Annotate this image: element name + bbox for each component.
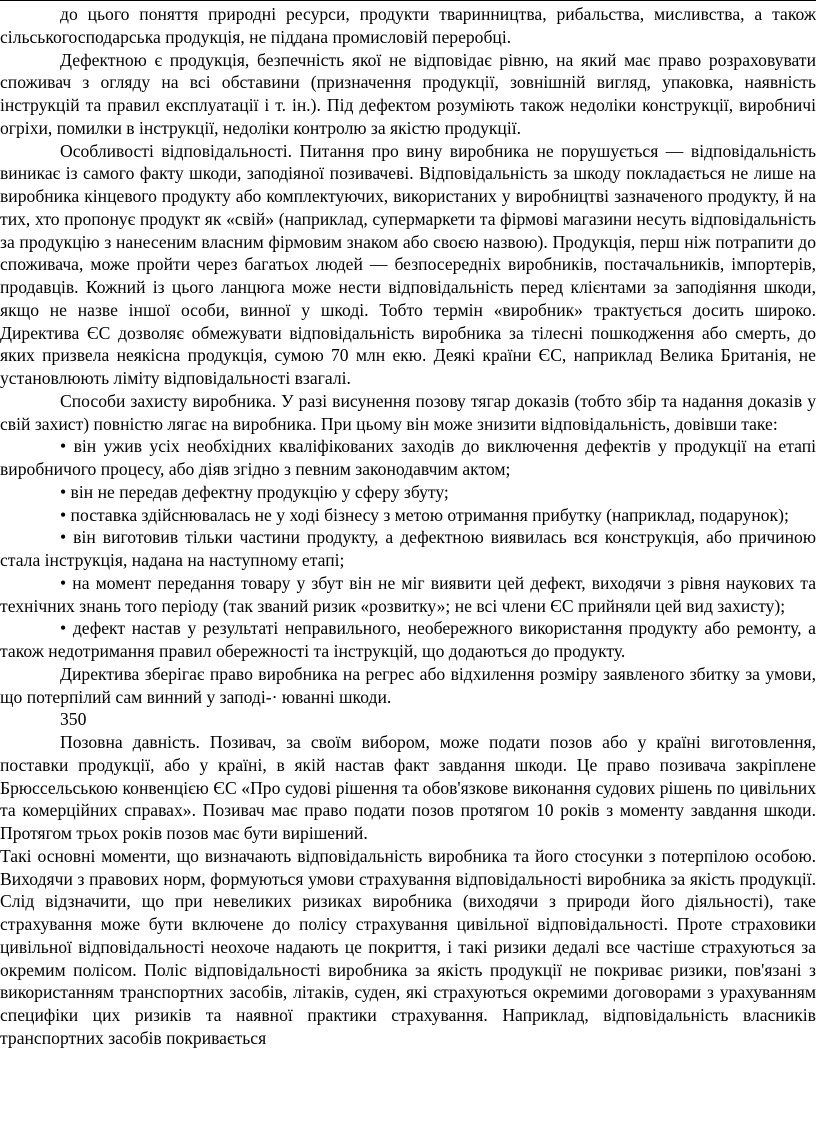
paragraph-producer-defense: Способи захисту виробника. У разі висунення позову тягар доказів (тобто збір та надання доказів у свій захист) повністю лягає на виробника. При цьому він може знизити відповідальність, довівши таке:: [0, 390, 816, 434]
paragraph-defective-product: Дефектною є продукція, безпечність якої не відповідає рівню, на який має право розраховувати споживач з огляду на всі обставини (призначення продукції, зовнішній вигляд, упаковка, наявність інструкцій та правил експлуатації і т. ін.). Під дефектом розуміють також недоліки конструкції, виробничі огріхи, помилки в інструкції, недоліки контролю за якістю продукції.: [0, 49, 816, 138]
bullet-item: • він не передав дефектну продукцію у сферу збуту;: [60, 481, 449, 502]
paragraph-insurance: Такі основні моменти, що визначають відповідальність виробника та його стосунки з потерпілою особою. Виходячи з правових норм, формуються умови страхування відповідальності виробника за якість продукції. Слід відзначити, що при невеликих ризиках виробника (виходячи з природи його діяльності), таке страхування може бути включене до полісу страхування цивільної відповідальності. Проте страховики цивільної відповідальності неохоче надають це покриття, і такі ризики дедалі все частіше страхуються за окремим полісом. Поліс відповідальності виробника за якість продукції не покриває ризики, пов'язані з використанням транспортних засобів, літаків, суден, які страхуються окремими договорами з урахуванням специфіки цих ризиків та наявної практики страхування. Наприклад, відповідальність власників транспортних засобів покривається: [0, 845, 816, 1048]
paragraph-regress: Директива зберігає право виробника на регрес або відхилення розміру заявленого збитку за умови, що потерпілий сам винний у заподі-· юванні шкоди.: [0, 663, 816, 707]
paragraph-natural-resources: до цього поняття природні ресурси, продукти тваринництва, рибальства, мисливства, а також сільськогосподарська продукція, не піддана промисловій переробці.: [0, 4, 816, 47]
bullet-item: • дефект настав у результаті неправильного, необережного використання продукту або ремонту, а також недотримання правил обережності та інструкцій, що додаються до продукту.: [0, 618, 816, 661]
paragraph-liability-features: Особливості відповідальності. Питання про вину виробника не порушується — відповідальність виникає із самого факту шкоди, заподіяної позивачеві. Відповідальність за шкоду покладається не лише на виробника кінцевого продукту або комплектуючих, використаних у виробництві зазначеного продукту, й на тих, хто пропонує продукт як «свій» (наприклад, супермаркети та фірмові магазини несуть відповідальність за продукцію з нанесеним власним фірмовим знаком або своєю назвою). Продукція, перш ніж потрапити до споживача, може пройти через багатьох людей — безпосередніх виробників, постачальників, імпортерів, продавців. Кожний із цього ланцюга може нести відповідальність перед клієнтами за заподіяння шкоди, якщо не назве іншої особи, винної у шкоді. Тобто термін «виробник» трактується досить широко. Директива ЄС дозволяє обмежувати відповідальність виробника за тілесні пошкодження або смерть, до яких призвела неякісна продукція, сумою 70 млн екю. Деякі країни ЄС, наприклад Велика Британія, не установлюють ліміту відповідальності взагалі.: [0, 140, 816, 388]
bullet-item: • поставка здійснювалась не у ході бізнесу з метою отримання прибутку (наприклад, подарунок);: [60, 504, 789, 525]
page-number: 350: [60, 709, 87, 730]
paragraph-limitation-period: Позовна давність. Позивач, за своїм вибором, може подати позов або у країні виготовлення, поставки продукції, або у країні, в якій настав факт завдання шкоди. Це право позивача закріплене Брюссельською конвенцією ЄС «Про судові рішення та обов'язкове виконання судових рішень по цивільних та комерційних справах». Позивач має право подати позов протягом 10 років з моменту завдання шкоди. Протягом трьох років позов має бути вирішений.: [0, 732, 816, 843]
bullet-item: • він ужив усіх необхідних кваліфікованих заходів до виключення дефектів у продукції на етапі виробничого процесу, або діяв згідно з певним законодавчим актом;: [0, 436, 816, 479]
bullet-item: • він виготовив тільки частини продукту, а дефектною виявилась вся конструкція, або причиною стала інструкція, надана на наступному етапі;: [0, 527, 816, 570]
bullet-item: • на момент передання товару у збут він не міг виявити цей дефект, виходячи з рівня наукових та технічних знань того періоду (так званий ризик «розвитку»; не всі члени ЄС прийняли цей вид захисту);: [0, 572, 816, 616]
